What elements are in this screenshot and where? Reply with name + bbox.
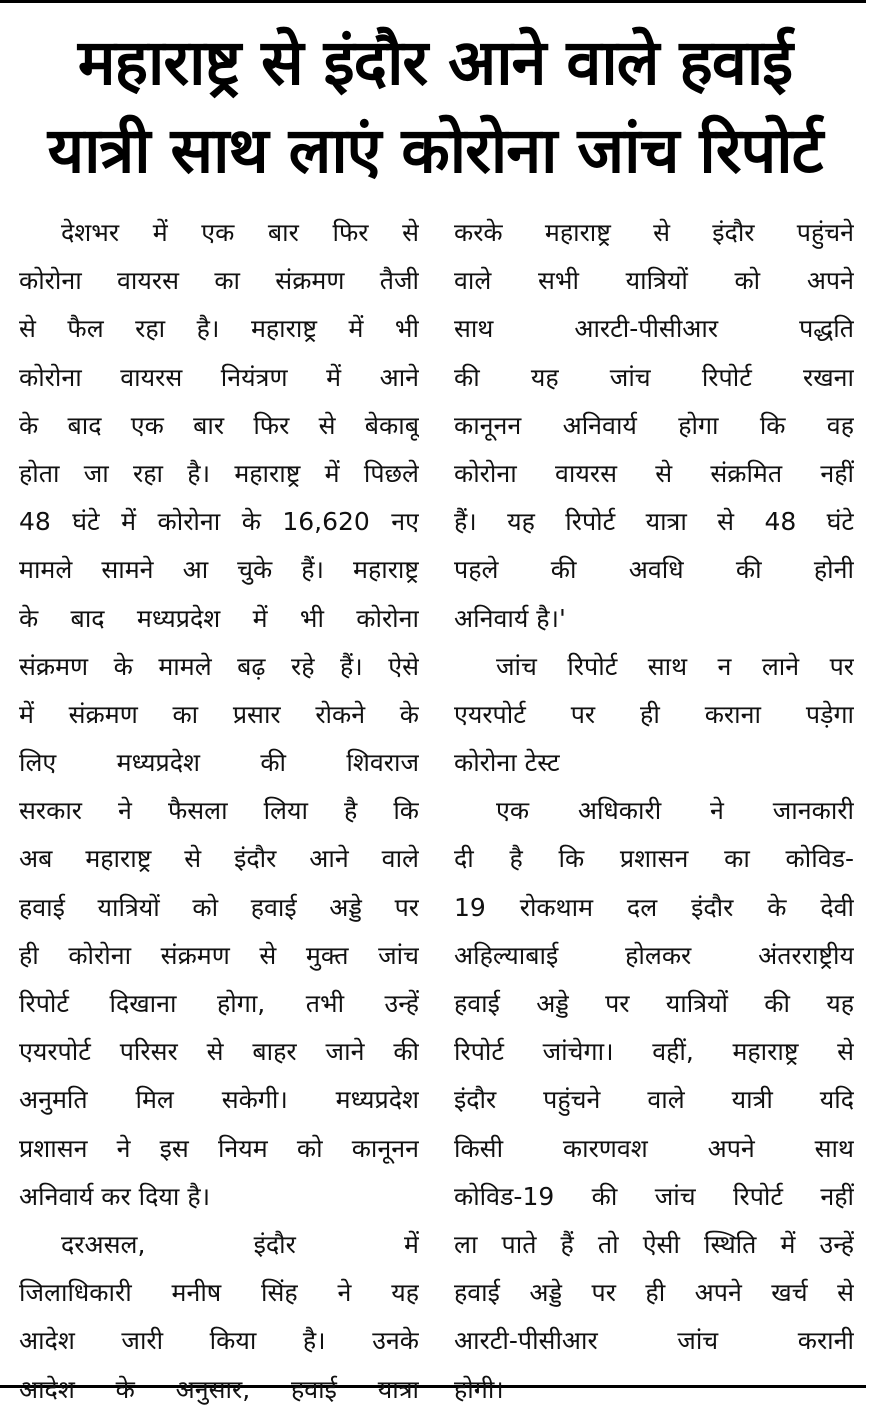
headline-line-2: यात्री साथ लाएं कोरोना जांच रिपोर्ट	[47, 114, 823, 187]
article-line: करके महाराष्ट्र से इंदौर पहुंचने	[454, 218, 854, 247]
article-line: के बाद एक बार फिर से बेकाबू	[19, 410, 419, 440]
article-line: कानूनन अनिवार्य होगा कि वह	[454, 410, 854, 440]
article-line: प्रशासन ने इस नियम को कानूनन	[19, 1133, 419, 1163]
article-line: जिलाधिकारी मनीष सिंह ने यह	[19, 1278, 419, 1308]
article-line: एक अधिकारी ने जानकारी	[496, 796, 854, 826]
article-line: की यह जांच रिपोर्ट रखना	[454, 362, 854, 392]
article-line: साथ आरटी-पीसीआर पद्धति	[454, 314, 854, 344]
article-line: अनिवार्य कर दिया है।	[19, 1181, 211, 1211]
article-line: वाले सभी यात्रियों को अपने	[454, 266, 854, 296]
article-line: दी है कि प्रशासन का कोविड-	[454, 844, 854, 874]
article-line: इंदौर पहुंचने वाले यात्री यदि	[454, 1085, 854, 1115]
article-line: देशभर में एक बार फिर से	[61, 218, 419, 247]
subheading-line: कोरोना टेस्ट	[454, 748, 560, 778]
article-line: अब महाराष्ट्र से इंदौर आने वाले	[19, 844, 419, 874]
article-line: आरटी-पीसीआर जांच करानी	[454, 1326, 854, 1356]
article-line: कोरोना वायरस का संक्रमण तैजी	[19, 266, 419, 296]
article-line: हवाई अड्डे पर ही अपने खर्च से	[454, 1278, 854, 1308]
article-line: होता जा रहा है। महाराष्ट्र में पिछले	[19, 458, 419, 488]
article-line: अनुमति मिल सकेगी। मध्यप्रदेश	[19, 1085, 419, 1115]
article-line: आदेश जारी किया है। उनके	[19, 1326, 419, 1356]
article-right-column	[454, 209, 854, 1414]
article-line: आदेश के अनुसार, हवाई यात्रा	[19, 1374, 419, 1404]
article-line: हैं। यह रिपोर्ट यात्रा से 48 घंटे	[454, 507, 854, 537]
article-line: कोरोना वायरस से संक्रमित नहीं	[454, 458, 854, 488]
article-left-column	[19, 209, 419, 1414]
article-line: ही कोरोना संक्रमण से मुक्त जांच	[19, 940, 419, 970]
article-line: कोरोना वायरस नियंत्रण में आने	[19, 362, 419, 392]
article-line: अनिवार्य है।'	[454, 603, 566, 633]
article-line: में संक्रमण का प्रसार रोकने के	[19, 699, 419, 729]
article-line: मामले सामने आ चुके हैं। महाराष्ट्र	[19, 555, 419, 585]
article-line: ला पाते हैं तो ऐसी स्थिति में उन्हें	[454, 1229, 854, 1259]
article-line: के बाद मध्यप्रदेश में भी कोरोना	[19, 603, 419, 633]
article-line: पहले की अवधि की होनी	[454, 555, 854, 585]
article-line: रिपोर्ट जांचेगा। वहीं, महाराष्ट्र से	[454, 1037, 854, 1067]
article-line: सरकार ने फैसला लिया है कि	[19, 796, 419, 826]
article-line: अहिल्याबाई होलकर अंतरराष्ट्रीय	[454, 940, 854, 970]
article-line: दरअसल, इंदौर में	[61, 1229, 419, 1259]
article-line: से फैल रहा है। महाराष्ट्र में भी	[19, 314, 419, 344]
article-line: लिए मध्यप्रदेश की शिवराज	[19, 748, 419, 778]
subheading-line: एयरपोर्ट पर ही कराना पड़ेगा	[454, 699, 854, 729]
article-line: कोविड-19 की जांच रिपोर्ट नहीं	[454, 1181, 854, 1211]
article-line: हवाई यात्रियों को हवाई अड्डे पर	[19, 892, 419, 922]
article-line: संक्रमण के मामले बढ़ रहे हैं। ऐसे	[19, 651, 419, 681]
article-line: होगी।	[454, 1374, 504, 1404]
article-line: एयरपोर्ट परिसर से बाहर जाने की	[19, 1037, 419, 1067]
subheading-line: जांच रिपोर्ट साथ न लाने पर	[496, 651, 854, 681]
headline-line-1: महाराष्ट्र से इंदौर आने वाले हवाई	[77, 26, 793, 99]
article-line: रिपोर्ट दिखाना होगा, तभी उन्हें	[19, 989, 419, 1018]
article-line: हवाई अड्डे पर यात्रियों की यह	[454, 989, 854, 1018]
article-line: किसी कारणवश अपने साथ	[454, 1133, 854, 1163]
article-line: 19 रोकथाम दल इंदौर के देवी	[454, 892, 854, 922]
article-line: 48 घंटे में कोरोना के 16,620 नए	[19, 507, 419, 537]
